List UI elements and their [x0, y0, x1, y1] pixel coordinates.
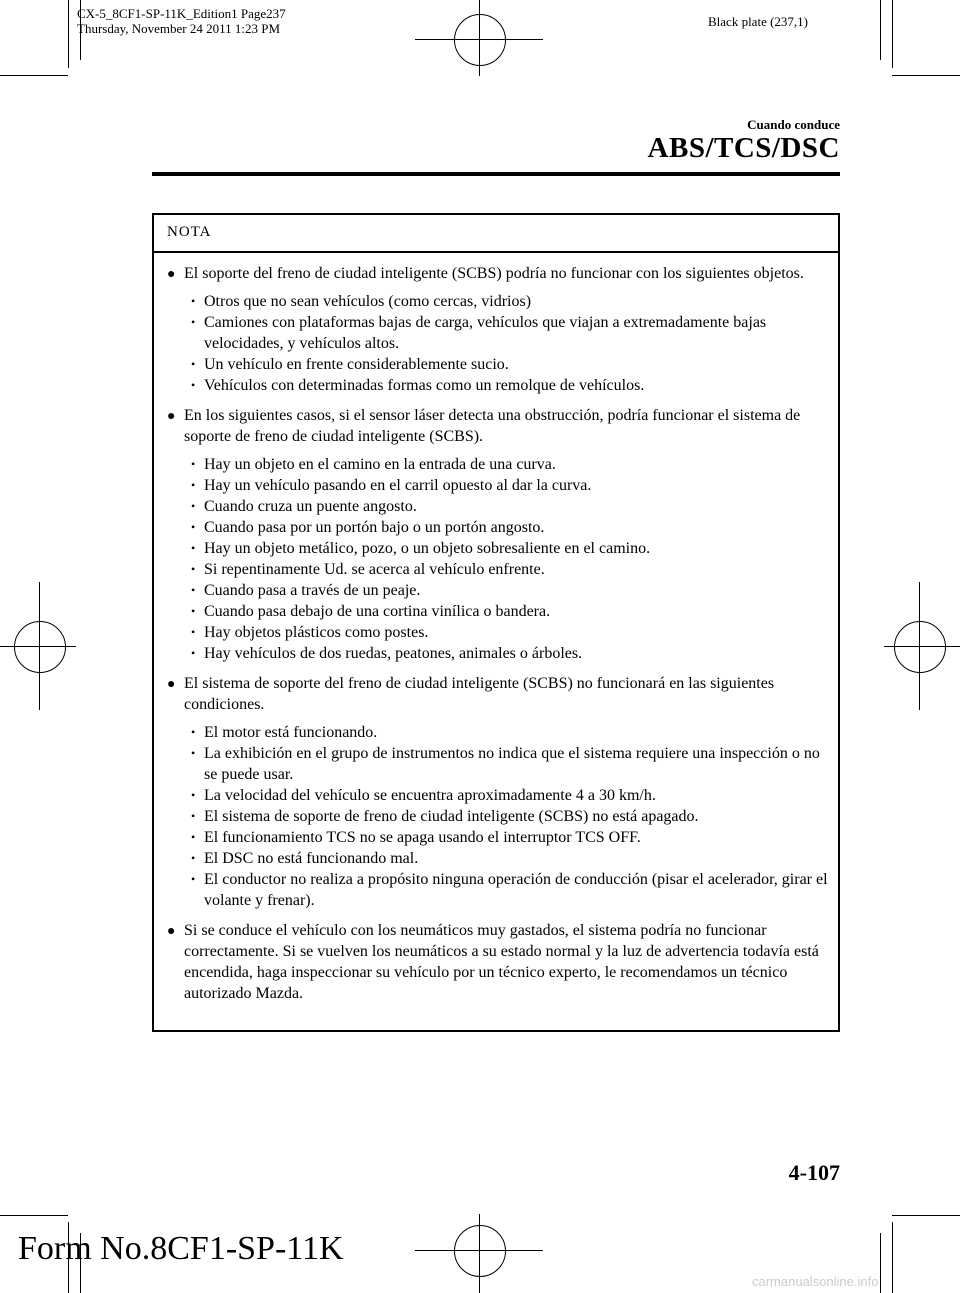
registration-mark [14, 621, 66, 673]
list-item [164, 601, 834, 622]
print-line-2: Thursday, November 24 2011 1:23 PM [77, 21, 281, 36]
registration-mark [894, 621, 946, 673]
note-title: NOTA [167, 224, 212, 240]
registration-mark [884, 646, 960, 647]
list-item-text: Hay un vehículo pasando en el carril opuesto al dar la curva. [204, 477, 592, 494]
list-item-text: Si repentinamente Ud. se acerca al vehículo enfrente. [204, 561, 545, 578]
crop-mark [892, 75, 960, 76]
registration-mark [454, 14, 506, 66]
list-item-text: Cuando pasa por un portón bajo o un portón angosto. [204, 519, 545, 536]
list-item [164, 785, 834, 806]
crop-mark [880, 0, 881, 60]
registration-mark [479, 1214, 480, 1293]
list-item [164, 559, 834, 580]
list-item [164, 622, 834, 643]
list-item-text: El DSC no está funcionando mal. [204, 850, 419, 867]
header-rule [152, 172, 840, 176]
crop-mark [892, 1222, 893, 1293]
bullet-text: El soporte del freno de ciudad inteligente (SCBS) podría no funcionar con los siguientes objetos. [184, 265, 804, 282]
list-item-text: Vehículos con determinadas formas como un remolque de vehículos. [204, 377, 645, 394]
list-item-text: La velocidad del vehículo se encuentra aproximadamente 4 a 30 km/h. [204, 787, 656, 804]
bullet-icon: • [191, 499, 196, 513]
registration-mark [454, 1225, 506, 1277]
list-item-text: La exhibición en el grupo de instrumentos no indica que el sistema requiere una inspección o no se puede usar. [204, 745, 820, 783]
list-item [164, 869, 834, 911]
section-title: Cuando conduce [747, 117, 840, 132]
list-item-text: Camiones con plataformas bajas de carga, vehículos que viajan a extremadamente bajas velocidades, y vehículos altos. [204, 314, 767, 352]
registration-mark [0, 646, 76, 647]
list-item [164, 848, 834, 869]
note-bullet [164, 263, 834, 284]
list-item-text: El conductor no realiza a propósito ninguna operación de conducción (pisar el acelerador, girar el volante y frenar). [204, 871, 828, 909]
crop-mark [68, 0, 69, 68]
crop-mark [880, 1233, 881, 1293]
note-header [154, 215, 838, 253]
print-info [77, 6, 286, 36]
list-item [164, 354, 834, 375]
bullet-icon: • [191, 830, 196, 844]
watermark: carmanualsonline.info [752, 1274, 879, 1289]
list-item-text: El motor está funcionando. [204, 724, 378, 741]
registration-mark [479, 0, 480, 76]
list-item [164, 827, 834, 848]
bullet-icon: • [191, 357, 196, 371]
bullet-icon: • [191, 788, 196, 802]
note-body [164, 256, 834, 1004]
list-item-text: Cuando pasa a través de un peaje. [204, 582, 421, 599]
bullet-icon: • [191, 809, 196, 823]
sub-list [164, 454, 834, 664]
list-item [164, 517, 834, 538]
bullet-icon: • [191, 294, 196, 308]
form-number: Form No.8CF1-SP-11K [18, 1230, 344, 1267]
list-item [164, 475, 834, 496]
list-item-text: Un vehículo en frente considerablemente sucio. [204, 356, 509, 373]
bullet-icon: ● [167, 924, 176, 939]
bullet-icon: • [191, 562, 196, 576]
bullet-icon: • [191, 520, 196, 534]
sub-list [164, 291, 834, 396]
note-bullet [164, 405, 834, 447]
list-item-text: El funcionamiento TCS no se apaga usando el interruptor TCS OFF. [204, 829, 641, 846]
crop-mark [892, 0, 893, 68]
chapter-title: ABS/TCS/DSC [647, 132, 840, 164]
bullet-icon: • [191, 583, 196, 597]
list-item-text: Hay vehículos de dos ruedas, peatones, animales o árboles. [204, 645, 583, 662]
bullet-icon: ● [167, 677, 176, 692]
list-item-text: Cuando pasa debajo de una cortina vinílica o bandera. [204, 603, 551, 620]
list-item [164, 375, 834, 396]
bullet-icon: • [191, 646, 196, 660]
list-item-text: El sistema de soporte de freno de ciudad inteligente (SCBS) no está apagado. [204, 808, 699, 825]
list-item-text: Otros que no sean vehículos (como cercas, vidrios) [204, 293, 532, 310]
list-item [164, 454, 834, 475]
list-item [164, 291, 834, 312]
bullet-icon: ● [167, 409, 176, 424]
bullet-icon: • [191, 604, 196, 618]
print-line-1: CX-5_8CF1-SP-11K_Edition1 Page237 [77, 6, 286, 21]
bullet-text: El sistema de soporte del freno de ciudad inteligente (SCBS) no funcionará en las siguientes condiciones. [184, 675, 775, 713]
list-item [164, 312, 834, 354]
list-item [164, 643, 834, 664]
bullet-text: Si se conduce el vehículo con los neumáticos muy gastados, el sistema podría no funcionar correctamente. Si se vuelven los neumáticos a su estado normal y la luz de advertencia todavía está encendida, haga inspeccionar su vehículo por un técnico experto, le recomendamos un técnico autorizado Mazda. [184, 922, 819, 1002]
list-item-text: Cuando cruza un puente angosto. [204, 498, 417, 515]
bullet-icon: • [191, 315, 196, 329]
crop-mark [0, 1215, 68, 1216]
list-item [164, 806, 834, 827]
list-item [164, 743, 834, 785]
bullet-icon: ● [167, 267, 176, 282]
list-item [164, 496, 834, 517]
page-number: 4-107 [788, 1160, 840, 1185]
bullet-icon: • [191, 625, 196, 639]
bullet-icon: • [191, 378, 196, 392]
list-item [164, 580, 834, 601]
plate-label: Black plate (237,1) [708, 14, 808, 29]
note-bullet [164, 920, 834, 1004]
note-box [152, 213, 840, 1032]
list-item-text: Hay un objeto en el camino en la entrada de una curva. [204, 456, 556, 473]
list-item [164, 722, 834, 743]
bullet-icon: • [191, 872, 196, 886]
bullet-icon: • [191, 746, 196, 760]
bullet-icon: • [191, 541, 196, 555]
bullet-icon: • [191, 457, 196, 471]
list-item [164, 538, 834, 559]
list-item-text: Hay objetos plásticos como postes. [204, 624, 429, 641]
bullet-text: En los siguientes casos, si el sensor láser detecta una obstrucción, podría funcionar el sistema de soporte de freno de ciudad inteligente (SCBS). [184, 407, 801, 445]
sub-list [164, 722, 834, 911]
bullet-icon: • [191, 851, 196, 865]
note-bullet [164, 673, 834, 715]
crop-mark [0, 75, 68, 76]
crop-mark [892, 1215, 960, 1216]
list-item-text: Hay un objeto metálico, pozo, o un objeto sobresaliente en el camino. [204, 540, 651, 557]
bullet-icon: • [191, 478, 196, 492]
bullet-icon: • [191, 725, 196, 739]
